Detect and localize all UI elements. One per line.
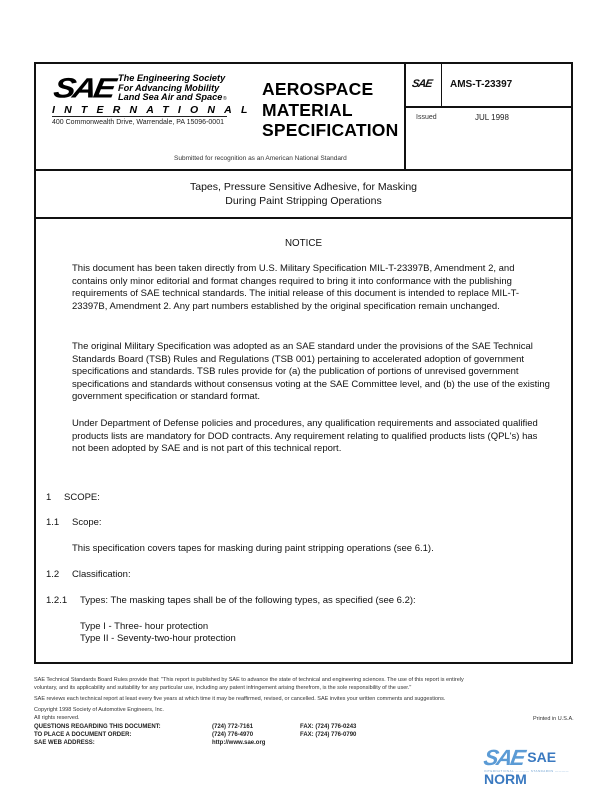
spec-type-line-2: MATERIAL [262,99,353,120]
title-line-2: During Paint Stripping Operations [225,195,382,207]
section-number: 1 [46,492,52,503]
phone-order: (724) 776-4970 [212,732,254,738]
notice-heading: NOTICE [284,238,322,249]
contact-labels [34,723,161,747]
watermark-subtext: INTERNATIONAL ———— STANDARDS ———— [484,769,569,773]
notice-paragraph-1: This document has been taken directly from U.S. Military Specification MIL-T-23397B, Amendment 2, and contains only minor editorial and format changes required to bring it into conformance with the publishing requirements of SAE technical standards. The initial release of this document is intended to replace MIL-T-23397B, Amendment 2. Any part numbers established by the original specification remain unchanged. [72,263,520,312]
title-bottom-rule [34,217,573,219]
header-bottom-rule [34,169,573,171]
logo-rule [52,116,227,117]
phone-questions: (724) 772-7161 [212,724,254,730]
fax-questions: FAX: (724) 776-0243 [300,724,357,730]
tagline-line-2: For Advancing Mobility [118,82,220,93]
section-label: Scope: [72,517,102,528]
rights-reserved: All rights reserved. [34,715,80,721]
section-1-2-heading [46,569,131,580]
printed-in: Printed in U.S.A. [533,716,574,722]
sae-small-logo: SAE [410,78,433,90]
contact-faxes [300,723,356,739]
review-notice: SAE reviews each technical report at least every five years at which time it may be reaffirmed, revised, or cancelled. SAE invites your written comments and suggestions. [34,696,446,702]
section-label: Types: The masking tapes shall be of the following types, as specified (see 6.2): [80,595,416,606]
section-1-1-text: This specification covers tapes for masking during paint stripping operations (see 6.1). [72,543,434,554]
issued-date: JUL 1998 [475,113,509,122]
contact-label-questions: QUESTIONS REGARDING THIS DOCUMENT: [34,724,161,730]
section-number: 1.1 [46,517,60,528]
tagline-line-1: The Engineering Society [118,73,226,83]
copyright: Copyright 1998 Society of Automotive Engineers, Inc. [34,707,164,713]
contact-label-order: TO PLACE A DOCUMENT ORDER: [34,732,132,738]
web-address-link[interactable]: http://www.sae.org [212,740,266,746]
ansi-submission-note: Submitted for recognition as an American National Standard [174,155,347,162]
watermark-sae-logo: SAE [481,745,526,770]
sae-logo-mark: SAE [51,71,116,104]
document-number: AMS-T-23397 [450,79,513,90]
type-i-item: Type I - Three- hour protection [80,621,209,632]
section-number: 1.2.1 [46,595,68,606]
notice-paragraph-2: The original Military Specification was adopted as an SAE standard under the provisions of the SAE Technical Standards Board (TSB) Rules and Regulations (TSB 001) pertaining to accelerated adoption of government specifications and standards. TSB rules provide for (a) the publication of portions of unrevised government specifications and standards without consensus voting at the SAE Committee level, and (b) the use of the existing government specification or standard format. [72,341,550,403]
section-label: SCOPE: [64,492,100,503]
fax-order: FAX: (724) 776-0790 [300,732,357,738]
tagline-line-3: Land Sea Air and Space [118,92,223,102]
document-title [36,180,571,208]
section-label: Classification: [72,569,131,580]
spec-type-line-3: SPECIFICATION [262,120,399,140]
doc-box-bottom-rule [404,106,573,108]
spec-type-line-1: AEROSPACE [262,79,374,99]
issued-label: Issued [416,114,437,121]
doc-box-divider [441,62,442,107]
notice-paragraph-3: Under Department of Defense policies and procedures, any qualification requirements and associated qualified products lists are mandatory for DOD contracts. Any requirement relating to qualified products lists (QPL's) has not been adopted by SAE and is not part of this technical report. [72,418,538,455]
contact-label-web: SAE WEB ADDRESS: [34,740,95,746]
section-1-1-heading [46,517,102,528]
tsb-disclaimer-line-2: voluntary, and its applicability and suitability for any particular use, including any patent infringement arising therefrom, is the sole responsibility of the user." [34,685,412,691]
registered-mark: ® [223,96,227,102]
sae-tagline [118,74,225,103]
type-ii-item: Type II - Seventy-two-hour protection [80,633,236,644]
spec-type-heading [262,79,398,141]
section-1-heading [46,492,100,503]
sae-international-wordmark: INTERNATIONAL [52,104,257,116]
watermark-text: SAE NORM [484,749,557,787]
section-1-2-1-heading [46,595,416,606]
sae-address: 400 Commonwealth Drive, Warrendale, PA 15096-0001 [52,119,224,126]
contact-phones [212,723,265,747]
title-line-1: Tapes, Pressure Sensitive Adhesive, for Masking [189,181,418,193]
tsb-disclaimer-line-1: SAE Technical Standards Board Rules provide that: "This report is published by SAE to advance the state of technical and engineering sciences. The use of this report is entirely [34,677,464,683]
section-number: 1.2 [46,569,60,580]
header-divider-vertical [404,62,406,170]
